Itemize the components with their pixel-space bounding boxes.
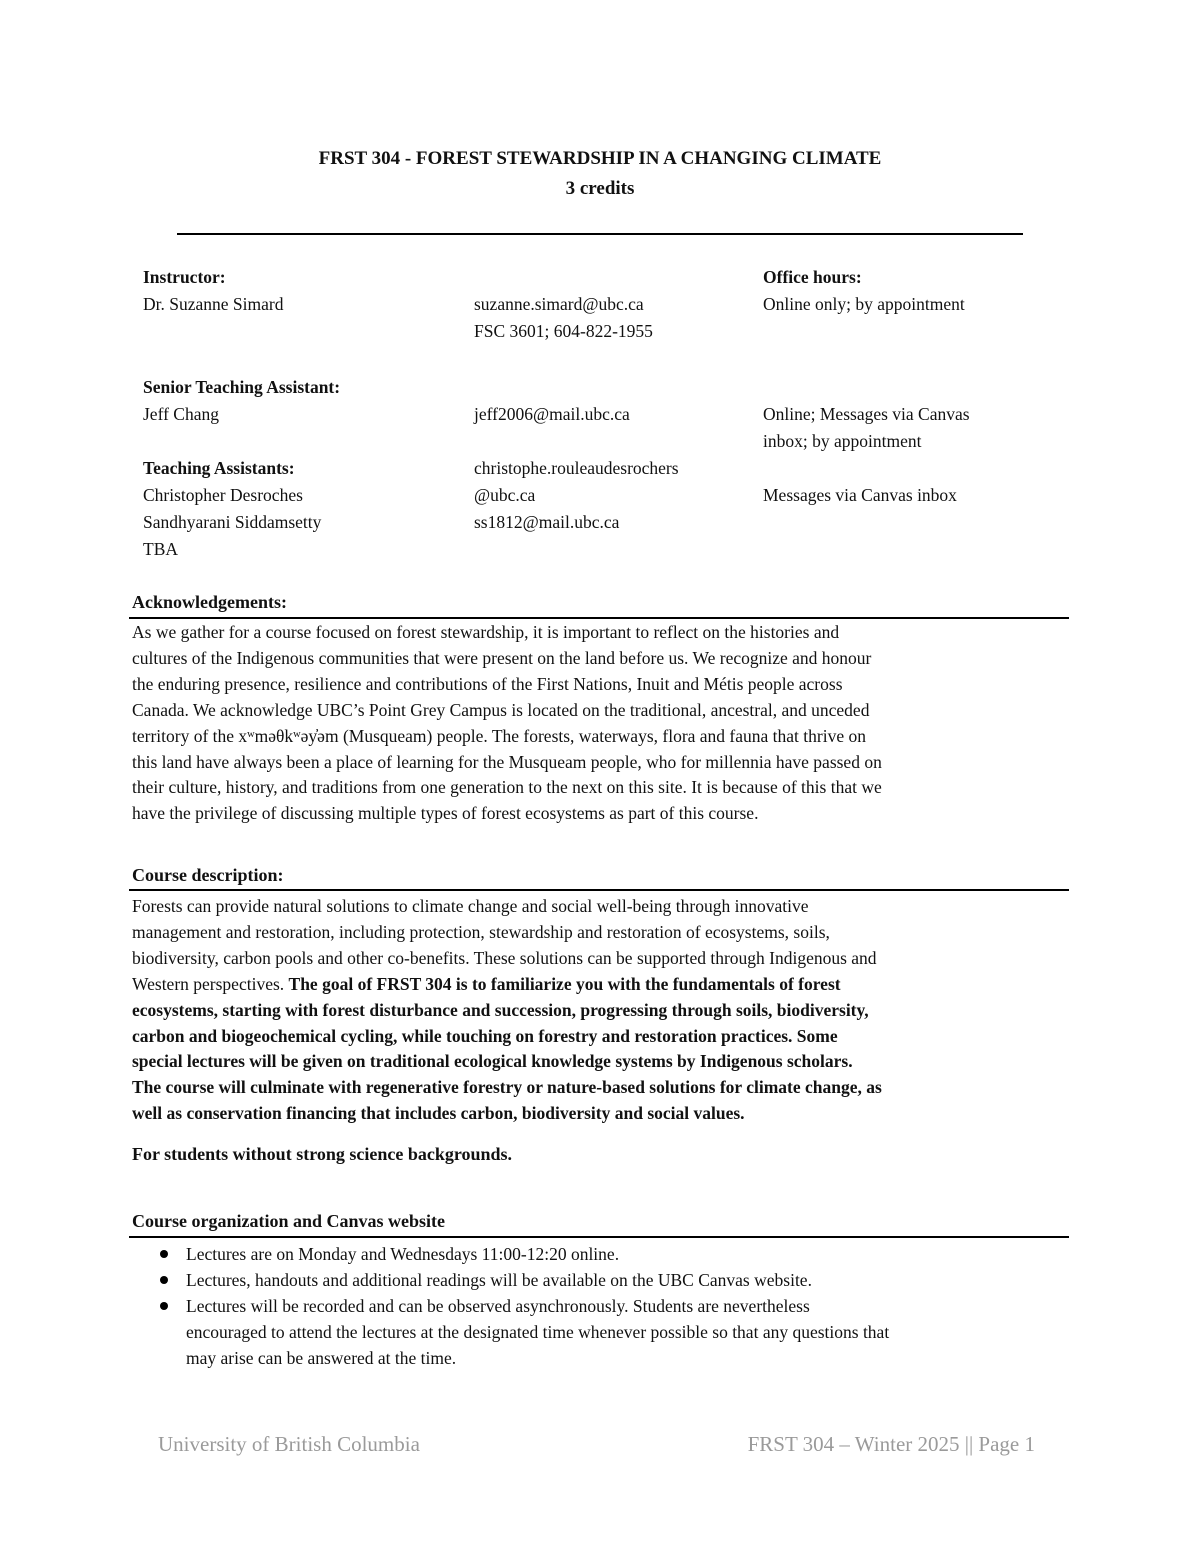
ta-email-2: ss1812@mail.ubc.ca: [474, 512, 620, 532]
senior-ta-hours-line1: Online; Messages via Canvas: [763, 404, 970, 424]
ta-email-1-line2: @ubc.ca: [474, 485, 536, 505]
list-item: [132, 1267, 1072, 1293]
list-item-text: encouraged to attend the lectures at the designated time whenever possible so that any questions that: [186, 1322, 890, 1342]
paragraph-line: this land have always been a place of learning for the Musqueam people, who for millennia have passed on: [132, 751, 882, 772]
paragraph-text: Western perspectives.: [132, 973, 289, 994]
paragraph-line: As we gather for a course focused on forest stewardship, it is important to reflect on the histories and: [132, 622, 840, 642]
list-item-text: may arise can be answered at the time.: [186, 1348, 457, 1368]
paragraph-line: the enduring presence, resilience and contributions of the First Nations, Inuit and Métis people across: [132, 673, 843, 694]
list-item: [132, 1241, 1072, 1267]
senior-ta-email: jeff2006@mail.ubc.ca: [474, 404, 630, 424]
paragraph-line: have the privilege of discussing multiple types of forest ecosystems as part of this course.: [132, 803, 759, 824]
paragraph-line: special lectures will be given on traditional ecological knowledge systems by Indigenous scholars.: [132, 1051, 853, 1072]
title-divider: [177, 233, 1023, 235]
instructor-label: Instructor:: [143, 267, 226, 287]
paragraph-line: Forests can provide natural solutions to climate change and social well-being through innovative: [132, 896, 809, 916]
audience-note: For students without strong science backgrounds.: [132, 1144, 513, 1164]
course-description-heading: Course description:: [132, 865, 284, 885]
paragraph-line: cultures of the Indigenous communities that were present on the land before us. We recognize and honour: [132, 647, 872, 668]
bullet-icon: [160, 1302, 168, 1310]
ta-email-1-line1: christophe.rouleaudesrochers: [474, 458, 679, 478]
list-item-text: Lectures, handouts and additional readings will be available on the UBC Canvas website.: [186, 1270, 812, 1290]
instructor-email: suzanne.simard@ubc.ca: [474, 294, 644, 314]
senior-ta-name: Jeff Chang: [143, 404, 219, 424]
ta-name: Christopher Desroches: [143, 485, 303, 505]
course-title: FRST 304 - FOREST STEWARDSHIP IN A CHANGING CLIMATE: [318, 148, 882, 169]
instructor-office: FSC 3601; 604-822-1955: [474, 321, 653, 341]
course-credits: 3 credits: [565, 178, 635, 199]
instructor-name: Dr. Suzanne Simard: [143, 294, 284, 314]
acknowledgements-heading: Acknowledgements:: [132, 592, 287, 612]
paragraph-line: ecosystems, starting with forest disturbance and succession, progressing through soils, biodiversity,: [132, 999, 869, 1020]
ta-office-hours: Messages via Canvas inbox: [763, 485, 957, 505]
paragraph-line: well as conservation financing that includes carbon, biodiversity and social values.: [132, 1103, 745, 1124]
list-item-text: Lectures will be recorded and can be observed asynchronously. Students are nevertheless: [186, 1296, 810, 1316]
course-goal-text: The goal of FRST 304 is to familiarize you with the fundamentals of forest: [288, 973, 841, 994]
office-hours-label: Office hours:: [763, 267, 862, 287]
list-item-text: Lectures are on Monday and Wednesdays 11:00-12:20 online.: [186, 1244, 620, 1264]
paragraph-line: carbon and biogeochemical cycling, while touching on forestry and restoration practices. Some: [132, 1025, 838, 1046]
ta-name: Sandhyarani Siddamsetty: [143, 512, 322, 532]
acknowledgements-divider: [129, 617, 1069, 619]
instructor-office-hours: Online only; by appointment: [763, 294, 965, 314]
course-description-text: [132, 894, 1072, 1127]
paragraph-line: The course will culminate with regenerative forestry or nature-based solutions for climate change, as: [132, 1077, 882, 1098]
course-description-divider: [129, 889, 1069, 891]
senior-ta-label: Senior Teaching Assistant:: [143, 377, 341, 397]
footer-institution: University of British Columbia: [158, 1432, 420, 1456]
paragraph-line: [132, 972, 1072, 998]
paragraph-line: biodiversity, carbon pools and other co-benefits. These solutions can be supported through Indigenous and: [132, 947, 877, 968]
bullet-icon: [160, 1250, 168, 1258]
acknowledgements-text: [132, 620, 1072, 827]
ta-name: TBA: [143, 539, 178, 559]
paragraph-line: their culture, history, and traditions from one generation to the next on this site. It is because of this that we: [132, 777, 882, 798]
footer-page-info: FRST 304 – Winter 2025 || Page 1: [747, 1432, 1035, 1456]
senior-ta-hours-line2: inbox; by appointment: [763, 431, 922, 451]
bullet-icon: [160, 1276, 168, 1284]
paragraph-line: management and restoration, including protection, stewardship and restoration of ecosystems, soils,: [132, 921, 830, 942]
paragraph-line: Canada. We acknowledge UBC’s Point Grey Campus is located on the traditional, ancestral, and unceded: [132, 699, 870, 720]
course-organization-divider: [129, 1236, 1069, 1238]
paragraph-line: territory of the xʷməθkʷəy̓əm (Musqueam) people. The forests, waterways, flora and fauna that thrive on: [132, 725, 866, 746]
course-organization-heading: Course organization and Canvas website: [132, 1211, 446, 1231]
course-organization-list: [132, 1241, 1072, 1371]
list-item: [132, 1293, 1072, 1371]
ta-label: Teaching Assistants:: [143, 458, 295, 478]
